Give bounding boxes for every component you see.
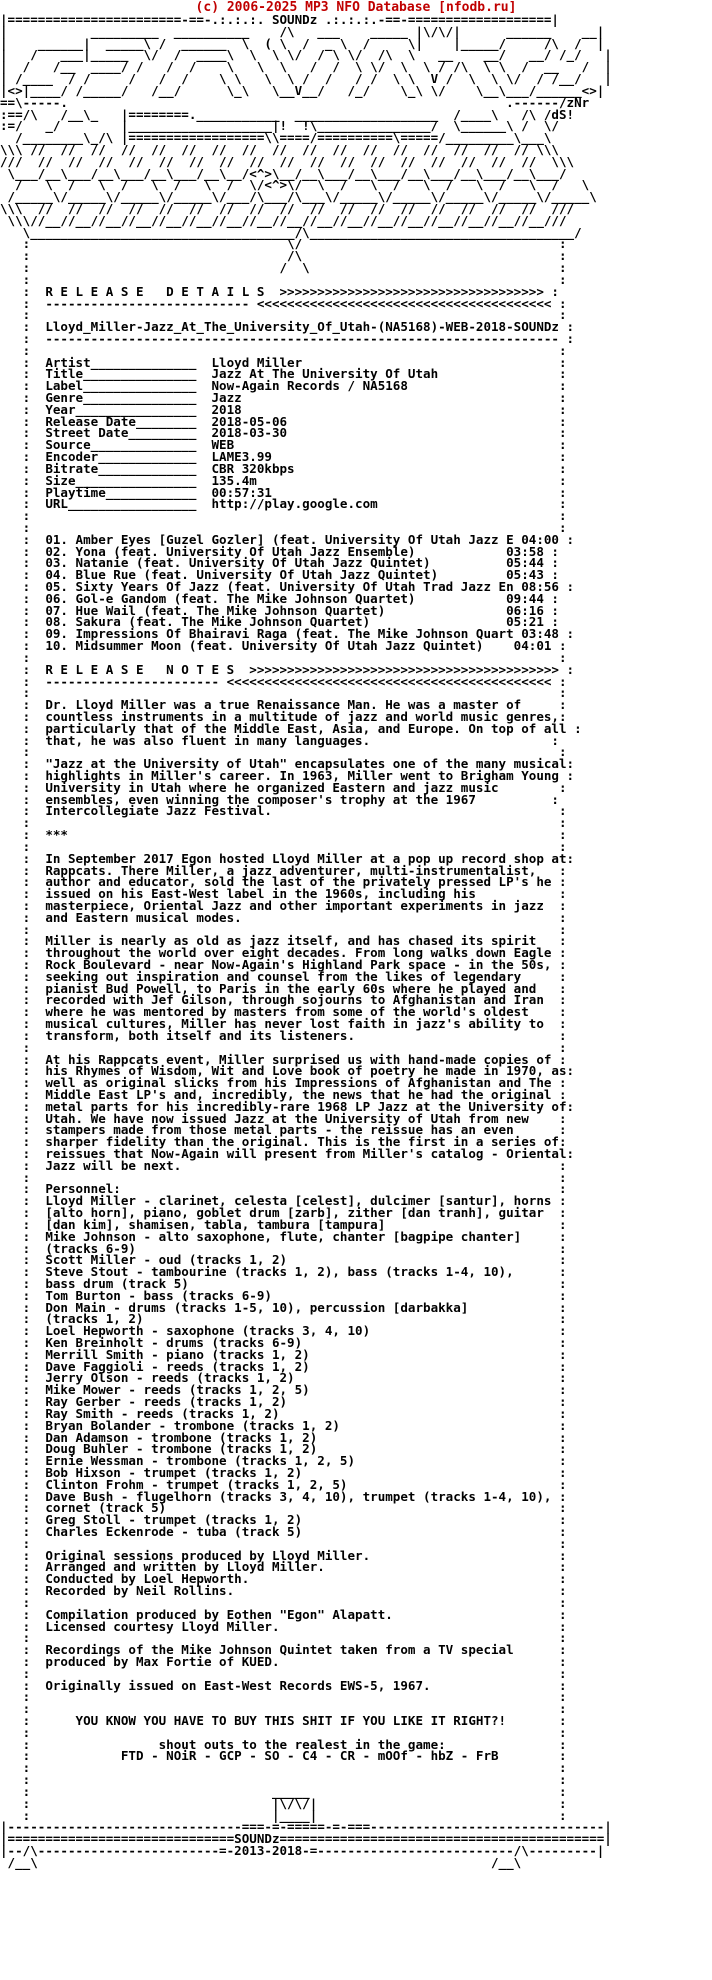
nfo-line: : Steve Stout - tambourine (tracks 1, 2), bass (tracks 1-4, 10), : — [0, 1264, 567, 1280]
nfo-line: : Loel Hepworth - saxophone (tracks 3, 4, 10) : — [0, 1323, 567, 1339]
nfo-line: : Utah. We have now issued Jazz at the University of Utah from new : — [0, 1110, 567, 1126]
nfo-line: : Compilation produced by Eothen "Egon" Alapatt. : — [0, 1606, 567, 1622]
nfo-line: : 10. Midsummer Moon (feat. University Of Utah Jazz Quintet) 04:01 : — [0, 638, 567, 654]
nfo-line: : : — [0, 649, 567, 665]
nfo-line: : Dave Bush - flugelhorn (tracks 3, 4, 10), trumpet (tracks 1-4, 10), : — [0, 1488, 567, 1504]
nfo-line: \\\ // // // // // // // // // // // // // // // // // /// — [0, 201, 575, 216]
nfo-line: : 03. Natanie (feat. University Of Utah Jazz Quintet) 05:44 : — [0, 555, 559, 571]
nfo-line: ==\-----. .------/zNr — [0, 94, 590, 110]
nfo-line: : his Rhymes of Wisdom, Wit and Love book of poetry he made in 1970, as: — [0, 1063, 575, 1079]
nfo-line: : Bob Hixson - trumpet (tracks 1, 2) : — [0, 1464, 567, 1480]
nfo-line: : reissues that Now-Again will present from Miller's catalog - Oriental: — [0, 1146, 575, 1161]
nfo-line: \___________________________________/\___________________________________/ — [0, 224, 582, 240]
nfo-line: : stampers made from those metal parts - the reissue has an even : — [0, 1122, 567, 1138]
nfo-line: : Licensed courtesy Lloyd Miller. : — [0, 1618, 567, 1634]
nfo-line: : FTD - NOiR - GCP - SO - C4 - CR - mOOf - hbZ - FrB : — [0, 1748, 567, 1764]
nfo-line: : Merrill Smith - piano (tracks 1, 2) : — [0, 1346, 567, 1362]
nfo-line: : : — [0, 1665, 567, 1681]
nfo-line: : Personnel: : — [0, 1181, 567, 1197]
nfo-line: : 08. Sakura (feat. The Mike Johnson Quartet) 05:21 : — [0, 614, 559, 630]
nfo-line: : : — [0, 1760, 567, 1776]
nfo-line: : /\ : — [0, 248, 567, 264]
nfo-line: : 07. Hue Wail (feat. The Mike Johnson Quartet) 06:16 : — [0, 602, 559, 618]
nfo-line: : Playtime____________ 00:57:31 : — [0, 484, 567, 500]
nfo-line: : : — [0, 1701, 567, 1717]
nfo-line: |-------------------------------===-=-=====-=-===-------------------------------| — [0, 1819, 612, 1835]
nfo-line: \\\ // // // // // // // // // // // // // // // // // \\\ — [0, 141, 559, 157]
nfo-line: : Arranged and written by Lloyd Miller. : — [0, 1559, 567, 1575]
nfo-line: : metal parts for his incredibly-rare 1968 LP Jazz at the University of: — [0, 1098, 575, 1114]
nfo-line: : : — [0, 519, 567, 535]
nfo-line: |<>|____/ /_____/ /__/ \_\ \__V__/ /_/ \_\ \/ \__\___/______<>| — [0, 82, 605, 98]
nfo-line: : *** : — [0, 827, 567, 843]
nfo-line: : Bryan Bolander - trombone (tracks 1, 2) : — [0, 1417, 567, 1433]
nfo-line: : well as original slicks from his Impressions of Afghanistan and The : — [0, 1075, 567, 1091]
nfo-line: : : — [0, 508, 567, 524]
nfo-line: : Tom Burton - bass (tracks 6-9) : — [0, 1287, 567, 1303]
nfo-line: : _____ : — [0, 1783, 567, 1799]
nfo-line: : Greg Stoll - trumpet (tracks 1, 2) : — [0, 1512, 567, 1528]
nfo-line: /// // // // // // // // // // // // // // // // // // \\\ — [0, 153, 575, 169]
nfo-line: : and Eastern musical modes. : — [0, 909, 567, 925]
nfo-line: : : — [0, 921, 567, 937]
nfo-line: : Lloyd_Miller-Jazz_At_The_University_Of_Utah-(NA5168)-WEB-2018-SOUNDz : — [0, 319, 575, 335]
nfo-line: \___/__\___/__\___/__\___/__\__/<^>\__/__\___/__\___/__\___/__\___/__\___/ — [0, 165, 567, 181]
nfo-line: : (tracks 6-9) : — [0, 1240, 567, 1256]
nfo-line: : masterpiece, Oriental Jazz and other important experiments in jazz : — [0, 897, 567, 913]
nfo-line: : : — [0, 815, 567, 831]
nfo-line: : : — [0, 1594, 567, 1610]
nfo-line: : \/ : — [0, 236, 567, 252]
nfo-line: : R E L E A S E N O T E S >>>>>>>>>>>>>>>>>>>>>>>>>>>>>>>>>>>>>>>>> : — [0, 661, 575, 677]
nfo-line: : Clinton Frohm - trumpet (tracks 1, 2, 5) : — [0, 1476, 567, 1492]
nfo-line: : Rappcats. There Miller, a jazz adventurer, multi-instrumentalist, : — [0, 862, 567, 878]
nfo-line: /________\_/\ |==================\\====/==========\=====/_________\___\ — [0, 130, 552, 146]
nfo-line: : Intercollegiate Jazz Festival. : — [0, 803, 567, 819]
nfo-line: : : — [0, 838, 567, 854]
nfo-line: : bass drum (track 5) : — [0, 1275, 567, 1291]
nfo-line: : |____| : — [0, 1807, 567, 1823]
nfo-line: : where he was mentored by masters from some of the world's oldest : — [0, 1004, 567, 1020]
nfo-line: : that, he was also fluent in many languages. : — [0, 732, 559, 748]
nfo-line: : Label_______________ Now-Again Records / NA5168 : — [0, 378, 567, 394]
nfo-line: : YOU KNOW YOU HAVE TO BUY THIS SHIT IF YOU LIKE IT RIGHT?! : — [0, 1713, 567, 1728]
nfo-line: : : — [0, 1772, 567, 1788]
nfo-line: : Conducted by Loel Hepworth. : — [0, 1571, 567, 1587]
nfo-line: : --------------------------- <<<<<<<<<<<<<<<<<<<<<<<<<<<<<<<<<<<<<<< : — [0, 295, 567, 311]
nfo-line: : Mike Mower - reeds (tracks 1, 2, 5) : — [0, 1382, 567, 1398]
nfo-line: /_____\/_____\/_____\/_____\/___/\___/\___\/_____\/_____\/_____\/_____\/_____\ — [0, 189, 597, 205]
nfo-line: : Don Main - drums (tracks 1-5, 10), percussion [darbakka] : — [0, 1299, 567, 1315]
nfo-line: : Source______________ WEB : — [0, 437, 567, 453]
nfo-line: : University in Utah where he organized Eastern and jazz music : — [0, 779, 567, 795]
nfo-line: : 05. Sixty Years Of Jazz (feat. University Of Utah Trad Jazz En 08:56 : — [0, 579, 575, 594]
nfo-line: : Year________________ 2018 : — [0, 401, 567, 417]
nfo-line: : issued on his East-West label in the 1960s, including his : — [0, 886, 567, 902]
nfo-line: : Title_______________ Jazz At The University Of Utah : — [0, 366, 567, 382]
nfo-line: |=======================-==-.:.:.:. SOUNDz .:.:.:.-==-===================| — [0, 12, 559, 27]
nfo-line: : Encoder_____________ LAME3.99 : — [0, 449, 567, 465]
nfo-line: |==============================SOUNDz===========================================| — [0, 1831, 612, 1847]
nfo-line: : 09. Impressions Of Bhairavi Raga (feat. The Mike Johnson Quart 03:48 : — [0, 626, 575, 642]
nfo-line: / \ / \ / \ / \ / \/<^>\/ \ / \ / \ / \ / \ / \ — [0, 177, 590, 193]
nfo-line: : At his Rappcats event, Miller surprised us with hand-made copies of : — [0, 1051, 567, 1067]
nfo-line: : : — [0, 1689, 567, 1705]
nfo-line: : / \ : — [0, 260, 567, 276]
nfo-line: : highlights in Miller's career. In 1963, Miller went to Brigham Young : — [0, 768, 575, 783]
nfo-line: : [alto horn], piano, goblet drum [zarb], zither [dan tranh], guitar : — [0, 1205, 567, 1221]
nfo-line: : 01. Amber Eyes [Guzel Gozler] (feat. University Of Utah Jazz E 04:00 : — [0, 531, 575, 547]
nfo-line: : cornet (track 5) : — [0, 1500, 567, 1516]
nfodb-credit: (c) 2006-2025 MP3 NFO Database [nfodb.ru] — [195, 0, 517, 15]
nfo-line: : URL_________________ http://play.google.com : — [0, 496, 567, 512]
nfo-line: : (tracks 1, 2) : — [0, 1311, 567, 1327]
nfo-line: : Dan Adamson - trombone (tracks 1, 2) : — [0, 1429, 567, 1445]
nfo-line: | / ___|_____ \/ / ____\ \ \ \/ / \ \/ /\ \ __ __/ __/ /_/ | — [0, 47, 612, 63]
nfo-line: : Scott Miller - oud (tracks 1, 2) : — [0, 1252, 567, 1268]
nfo-line: : Ernie Wessman - trombone (tracks 1, 2, 5) : — [0, 1453, 567, 1469]
nfo-line: : [dan kim], shamisen, tabla, tambura [tampura] : — [0, 1216, 567, 1232]
nfo-line: /__\ /__\ — [0, 1854, 522, 1870]
nfo-line: : : — [0, 1535, 567, 1551]
nfo-line: : Miller is nearly as old as jazz itself, and has chased its spirit : — [0, 933, 567, 949]
nfo-line: : 04. Blue Rue (feat. University Of Utah Jazz Quintet) 05:43 : — [0, 567, 559, 583]
nfo-line: :==/\ /__\_ |========.___________ ___________________ /____\ /\ /dS! — [0, 106, 575, 122]
nfo-line: : 06. Gol-e Gandom (feat. The Mike Johnson Quartet) 09:44 : — [0, 590, 559, 606]
nfo-line: : Ray Gerber - reeds (tracks 1, 2) : — [0, 1394, 567, 1410]
nfo-line: : Mike Johnson - alto saxophone, flute, chanter [bagpipe chanter] : — [0, 1228, 567, 1244]
nfo-line: : countless instruments in a multitude of jazz and world music genres,: — [0, 708, 567, 724]
nfo-line: : seeking out inspiration and counsel from the likes of legendary : — [0, 968, 567, 984]
nfo-line: : Size________________ 135.4m : — [0, 472, 567, 488]
nfo-line: : Street Date_________ 2018-03-30 : — [0, 425, 567, 441]
nfo-line: : : — [0, 342, 567, 358]
nfo-line: : Genre_______________ Jazz : — [0, 390, 567, 405]
nfo-line: : |\/\/| : — [0, 1795, 567, 1811]
nfo-line: : Jerry Olson - reeds (tracks 1, 2) : — [0, 1370, 567, 1386]
nfo-line: : : — [0, 1630, 567, 1646]
nfo-line: : Dr. Lloyd Miller was a true Renaissance Man. He was a master of : — [0, 697, 567, 713]
nfo-line: : Artist______________ Lloyd Miller : — [0, 354, 567, 370]
nfo-line: : Jazz will be next. : — [0, 1157, 567, 1173]
nfo-line: : ensembles, even winning the composer's trophy at the 1967 : — [0, 791, 559, 807]
nfo-line: : R E L E A S E D E T A I L S >>>>>>>>>>>>>>>>>>>>>>>>>>>>>>>>>>> : — [0, 283, 559, 299]
nfo-line: : Ray Smith - reeds (tracks 1, 2) : — [0, 1405, 567, 1421]
nfo-line: : : — [0, 1724, 567, 1740]
nfo-line: : transform, both itself and its listeners. : — [0, 1027, 567, 1043]
nfo-line: : Ken Breinholt - drums (tracks 6-9) : — [0, 1335, 567, 1350]
nfo-line: : Doug Buhler - trombone (tracks 1, 2) : — [0, 1441, 567, 1457]
nfo-line: : throughout the world over eight decades. From long walks down Eagle : — [0, 945, 567, 961]
nfo-line: : musical cultures, Miller has never lost faith in jazz's ability to : — [0, 1016, 567, 1032]
nfo-line: : pianist Bud Powell, to Paris in the early 60s where he played and : — [0, 980, 567, 996]
nfo-line: : Lloyd Miller - clarinet, celesta [celest], dulcimer [santur], horns : — [0, 1193, 567, 1209]
nfo-line: : In September 2017 Egon hosted Lloyd Miller at a pop up record shop at: — [0, 850, 575, 866]
nfo-line: \\\//__//__//__//__//__//__//__//__//__//__//__//__//__//__//__//__//__/// — [0, 212, 567, 228]
nfo-line: | / /__ ____/ / / / \ \ \ / / \ \/ \ \ / /\ \ \ / __ / | — [0, 59, 612, 75]
nfo-line: : : — [0, 1169, 567, 1185]
nfo-line: : particularly that of the Middle East, Asia, and Europe. On top of all : — [0, 720, 582, 736]
nfo-line: : Original sessions produced by Lloyd Miller. : — [0, 1547, 567, 1563]
nfo-line: : Rock Boulevard - near Now-Again's Highland Park space - in the 50s, : — [0, 957, 567, 972]
nfo-line: : Bitrate_____________ CBR 320kbps : — [0, 460, 567, 476]
nfo-line: : produced by Max Fortie of KUED. : — [0, 1653, 567, 1669]
nfo-line: : : — [0, 685, 567, 701]
nfo-line: : : — [0, 307, 567, 323]
nfo-line: |--/\------------------------=-2013-2018-=--------------------------/\---------| — [0, 1842, 605, 1858]
nfo-line: : Dave Faggioli - reeds (tracks 1, 2) : — [0, 1358, 567, 1374]
nfo-line: : Recordings of the Mike Johnson Quintet taken from a TV special : — [0, 1642, 567, 1658]
nfo-line: : Middle East LP's and, incredibly, the news that he had the original : — [0, 1086, 567, 1102]
nfo-line: : 02. Yona (feat. University Of Utah Jazz Ensemble) 03:58 : — [0, 543, 559, 559]
nfo-line: : -------------------------------------------------------------------- : — [0, 330, 575, 346]
nfo-line: : author and educator, sold the last of the privately pressed LP's he : — [0, 874, 567, 890]
nfo-line: : ----------------------- <<<<<<<<<<<<<<<<<<<<<<<<<<<<<<<<<<<<<<<<<<< : — [0, 673, 567, 689]
nfo-line: : Release Date________ 2018-05-06 : — [0, 413, 567, 429]
nfo-line: : Charles Eckenrode - tuba (track 5) : — [0, 1524, 567, 1539]
nfo-line: : shout outs to the realest in the game: : — [0, 1736, 567, 1752]
nfo-line: : : — [0, 744, 567, 760]
nfo-line: : sharper fidelity than the original. This is the first in a series of: — [0, 1134, 567, 1150]
nfo-line: : Recorded by Neil Rollins. : — [0, 1583, 567, 1599]
nfo-line: | _________ __________ /\ ___ _____ |\/\/| ______ __| — [0, 23, 605, 39]
nfo-line: : : — [0, 271, 567, 287]
nfo-line: :=/ _/ |___________________|! !\_______________/ \______\ / \/ — [0, 118, 559, 134]
nfo-line: | /____ / / / / / \ \ \ \ / / / / \ \ V / \ \ \/ / /__/ | — [0, 71, 612, 87]
nfo-line: : recorded with Jef Gilson, through sojourns to Afghanistan and Iran : — [0, 992, 567, 1008]
nfo-ascii-document — [0, 14, 612, 1869]
nfo-line: : : — [0, 1039, 567, 1055]
nfo-line: : "Jazz at the University of Utah" encapsulates one of the many musical: — [0, 756, 575, 772]
nfo-line: : Originally issued on East-West Records EWS-5, 1967. : — [0, 1677, 567, 1693]
nfo-line: | ______| _____\ / ______ \ ( \ / _ \ / \| |_____/ /\ / | — [0, 35, 605, 51]
